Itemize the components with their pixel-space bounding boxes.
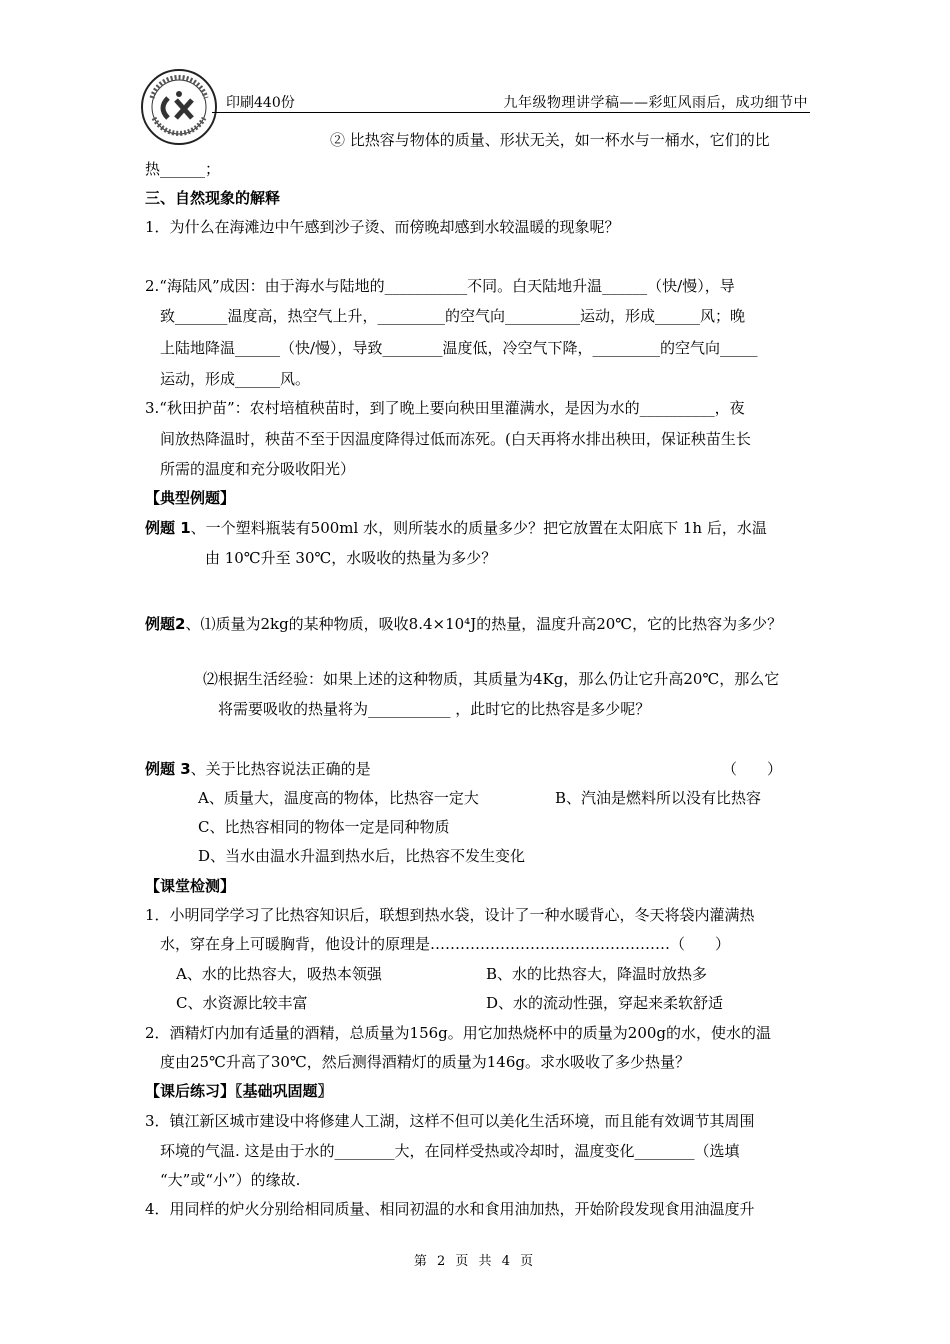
option-b: B、水的比热容大，降温时放热多 [486, 965, 708, 983]
text-line: 1．为什么在海滩边中午感到沙子烫、而傍晚却感到水较温暖的现象呢？ [145, 218, 620, 236]
text-line: 3.“秋田护苗”：农村培植秧苗时，到了晚上要向秧田里灌满水，是因为水的__________，夜 [145, 399, 745, 417]
section-heading: 三、自然现象的解释 [145, 189, 281, 207]
example-3 [145, 759, 371, 779]
text-line: 度由25℃升高了30℃，然后测得酒精灯的质量为146g。求水吸收了多少热量？ [160, 1053, 690, 1071]
section-heading: 【课堂检测】 [145, 877, 236, 895]
page-number: 第 2 页 共 4 页 [413, 1254, 537, 1269]
option-a: A、质量大，温度高的物体，比热容一定大 [198, 789, 479, 807]
text-line: 由 10℃升至 30℃，水吸收的热量为多少？ [205, 549, 497, 567]
text-line: 1．小明同学学习了比热容知识后，联想到热水袋，设计了一种水暖背心，冬天将袋内灌满热 [145, 906, 755, 924]
example-text: 、⑴质量为2kg的某种物质，吸收8.4×10⁴J的热量，温度升高20℃，它的比热容为多少？ [185, 615, 783, 633]
example-1 [145, 518, 767, 538]
option-c: C、水资源比较丰富 [176, 994, 308, 1012]
example-text: 、关于比热容说法正确的是 [190, 760, 371, 778]
text-line: “大”或“小”）的缘故. [160, 1171, 301, 1189]
example-text: 、一个塑料瓶装有500ml 水，则所装水的质量多少？把它放置在太阳底下 1h 后，水温 [190, 519, 767, 537]
text-line: 环境的气温. 这是由于水的________大，在同样受热或冷却时，温度变化________（选填 [160, 1142, 740, 1160]
text-line: 上陆地降温______（快/慢），导致________温度低，冷空气下降，_________的空气向_____ [160, 339, 758, 357]
text-line: 将需要吸收的热量将为___________ ，此时它的比热容是多少呢？ [218, 700, 651, 718]
option-d: D、当水由温水升温到热水后，比热容不发生变化 [198, 847, 526, 865]
option-d: D、水的流动性强，穿起来柔软舒适 [486, 994, 724, 1012]
text-line: 间放热降温时，秧苗不至于因温度降得过低而冻死。(白天再将水排出秧田，保证秧苗生长 [160, 430, 751, 448]
text-line: 水，穿在身上可暖胸背，他设计的原理是…………………………………………（ ） [160, 935, 731, 953]
text-line: ② 比热容与物体的质量、形状无关，如一杯水与一桶水，它们的比 [330, 131, 770, 149]
text-line: 致_______温度高，热空气上升，_________的空气向__________运动，形成______风；晚 [160, 307, 746, 325]
text-line: 2．酒精灯内加有适量的酒精，总质量为156g。用它加热烧杯中的质量为200g的水，使水的温 [145, 1024, 772, 1042]
header-rule [212, 112, 810, 113]
section-heading: 【典型例题】 [145, 489, 236, 507]
answer-paren: （ ） [722, 760, 783, 778]
text-line: 3．镇江新区城市建设中将修建人工湖，这样不但可以美化生活环境，而且能有效调节其周围 [145, 1112, 755, 1130]
example-label: 例题 1 [145, 519, 191, 537]
example-label: 例题2 [145, 615, 186, 633]
example-label: 例题 3 [145, 760, 191, 778]
text-line: 4．用同样的炉火分别给相同质量、相同初温的水和食用油加热，开始阶段发现食用油温度升 [145, 1200, 755, 1218]
option-b: B、汽油是燃料所以没有比热容 [555, 789, 762, 807]
text-line: 热______； [145, 160, 221, 178]
text-line: 所需的温度和充分吸收阳光） [160, 460, 356, 478]
example-2 [145, 614, 782, 634]
option-c: C、比热容相同的物体一定是同种物质 [198, 818, 450, 836]
print-count: 印刷440份 [226, 95, 295, 111]
section-heading: 【课后练习】〖基础巩固题〗 [145, 1082, 333, 1100]
school-logo [140, 68, 218, 146]
option-a: A、水的比热容大，吸热本领强 [176, 965, 382, 983]
text-line: ⑵根据生活经验：如果上述的这种物质，其质量为4Kg，那么仍让它升高20℃，那么它 [203, 670, 780, 688]
text-line: 运动，形成______风。 [160, 370, 311, 388]
text-line: 2.“海陆风”成因：由于海水与陆地的___________不同。白天陆地升温______（快/慢），导 [145, 277, 735, 295]
header-title: 九年级物理讲学稿——彩虹风雨后，成功细节中 [503, 95, 808, 111]
